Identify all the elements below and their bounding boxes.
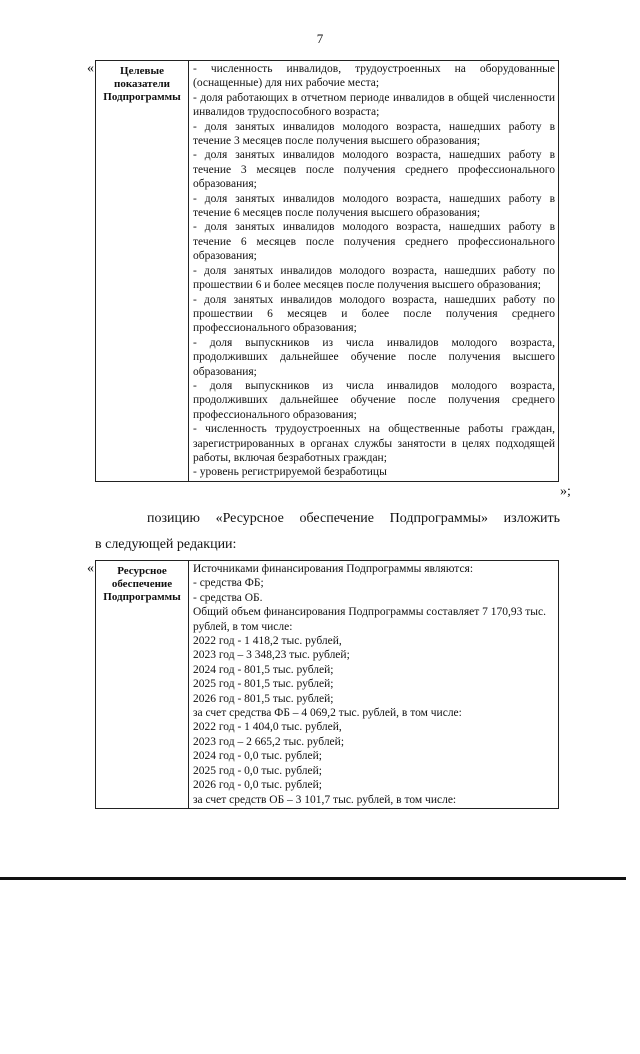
table1-close-quote: »; [560,484,571,499]
indicator-item: - численность трудоустроенных на общественные работы граждан, зарегистрированных в органах службы занятости в целях подходящей работы, включая безработных граждан; [193,423,555,464]
target-indicators-table [95,60,559,482]
funding-line: 2026 год - 0,0 тыс. рублей; [193,779,322,792]
target-indicators-label: Целевые показатели Подпрограммы [96,61,189,482]
indicator-item: - доля работающих в отчетном периоде инвалидов в общей численности инвалидов трудоспособного возраста; [193,91,555,119]
indicator-item: - доля занятых инвалидов молодого возраста, нашедших работу в течение 6 месяцев после получения высшего образования; [193,192,555,220]
table1-open-quote: « [87,61,94,76]
funding-line: Источниками финансирования Подпрограммы являются: [193,563,474,575]
funding-line: 2022 год - 1 404,0 тыс. рублей, [193,721,342,734]
indicator-item: - уровень регистрируемой безработицы [193,466,387,479]
funding-line: 2022 год - 1 418,2 тыс. рублей, [193,635,342,648]
funding-line: за счет средства ФБ – 4 069,2 тыс. рублей, в том числе: [193,707,462,720]
indicator-item: - доля занятых инвалидов молодого возраста, нашедших работу по прошествии 6 месяцев и более после получения среднего профессионального образования; [193,293,555,335]
funding-line: 2024 год - 0,0 тыс. рублей; [193,750,322,763]
indicator-item: - доля занятых инвалидов молодого возраста, нашедших работу в течение 3 месяцев после получения среднего профессионального образования; [193,149,555,191]
indicator-item: - доля занятых инвалидов молодого возраста, нашедших работу в течение 6 месяцев после получения среднего профессионального образования; [193,221,555,263]
funding-line: 2023 год – 3 348,23 тыс. рублей; [193,649,350,662]
funding-line: 2026 год - 801,5 тыс. рублей; [193,692,334,705]
resource-provision-table [95,560,559,809]
amendment-paragraph-line1: позицию «Ресурсное обеспечение Подпрограммы» изложить [147,511,560,526]
funding-line: 2023 год – 2 665,2 тыс. рублей; [193,735,345,748]
target-indicators-content [189,61,559,482]
page-number: 7 [316,31,324,46]
funding-line: - средства ОБ. [193,591,263,604]
amendment-paragraph-line2: в следующей редакции: [95,537,237,552]
funding-line: Общий объем финансирования Подпрограммы составляет 7 170,93 тыс. рублей, в том числе: [193,606,546,633]
funding-line: за счет средств ОБ – 3 101,7 тыс. рублей, в том числе: [193,793,457,806]
resource-provision-content [189,561,559,809]
indicator-item: - численность инвалидов, трудоустроенных на оборудованные (оснащенные) для них рабочие места; [193,63,555,90]
indicator-item: - доля занятых инвалидов молодого возраста, нашедших работу в течение 3 месяцев после получения высшего образования; [193,120,555,148]
indicator-item: - доля занятых инвалидов молодого возраста, нашедших работу по прошествии 6 и более месяцев после получения высшего образования; [193,264,555,292]
funding-line: - средства ФБ; [193,577,264,590]
funding-line: 2024 год - 801,5 тыс. рублей; [193,663,334,676]
indicator-item: - доля выпускников из числа инвалидов молодого возраста, продолживших дальнейшее обучение после получения высшего образования; [193,336,555,378]
indicator-item: - доля выпускников из числа инвалидов молодого возраста, продолживших дальнейшее обучение после получения среднего профессионального образования; [193,379,555,421]
funding-line: 2025 год - 0,0 тыс. рублей; [193,764,322,777]
page-bottom-rule [0,877,626,880]
funding-line: 2025 год - 801,5 тыс. рублей; [193,678,334,691]
table2-open-quote: « [87,561,94,576]
resource-provision-label: Ресурсное обеспечение Подпрограммы [96,561,189,809]
